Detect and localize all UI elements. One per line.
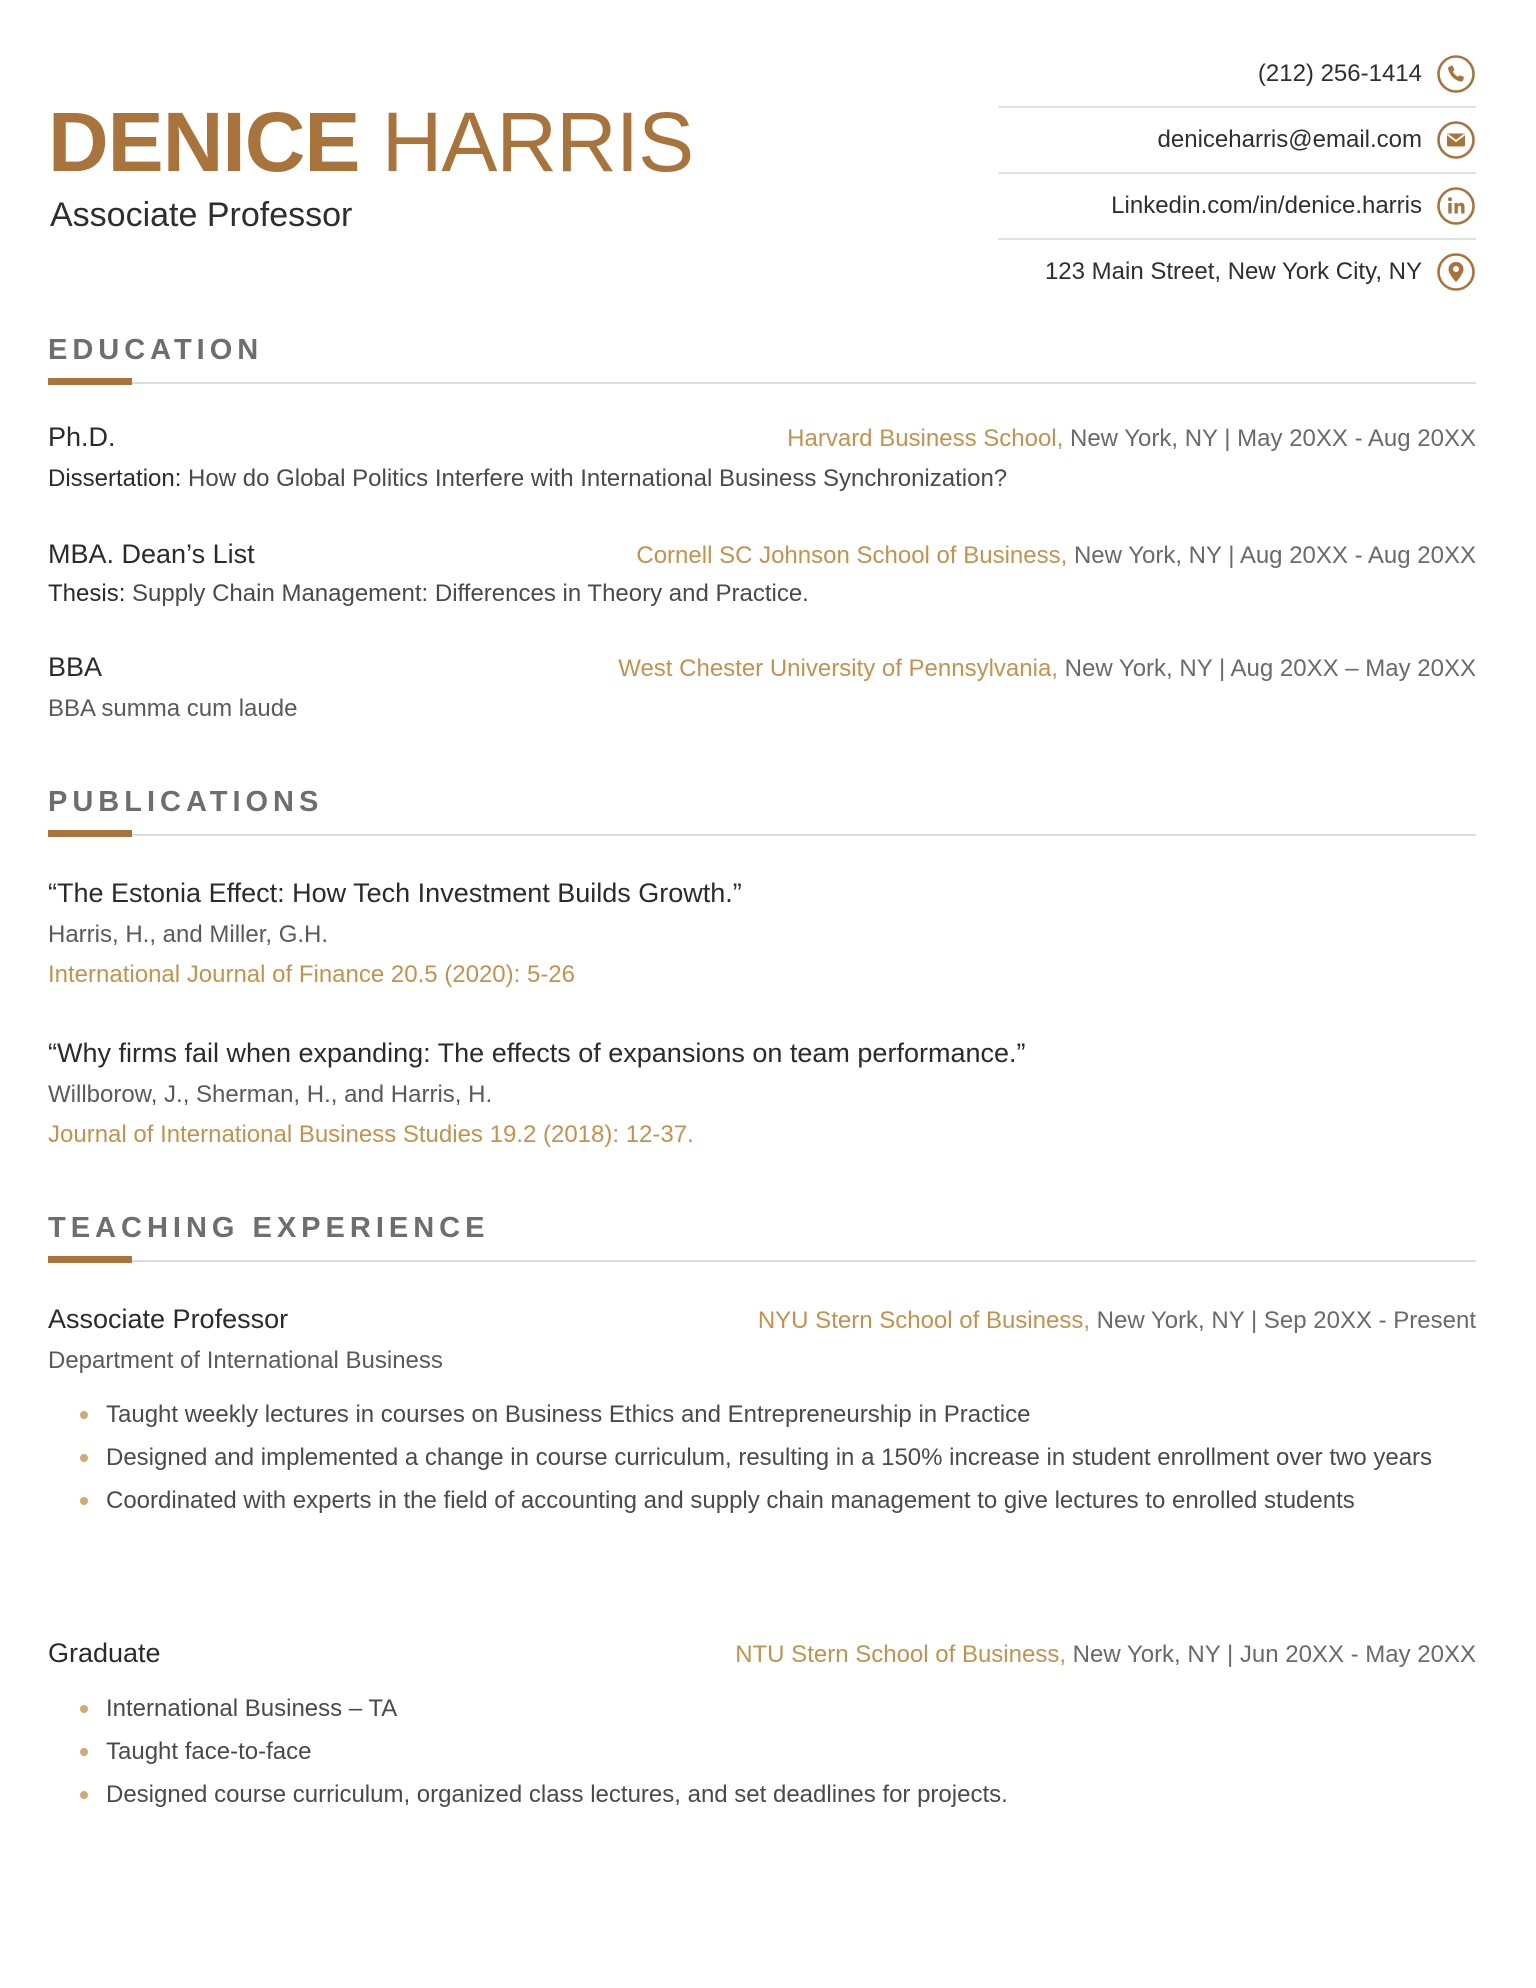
list-item: Coordinated with experts in the field of accounting and supply chain management to give lectures to enrolled students	[106, 1485, 1476, 1516]
teaching-section	[48, 1212, 1476, 1808]
education-section	[48, 334, 1476, 722]
institution-date: Harvard Business School, New York, NY | May 20XX - Aug 20XX	[787, 425, 1476, 452]
publications-heading: PUBLICATIONS	[48, 786, 324, 818]
position-title: Associate Professor	[48, 1304, 289, 1334]
contact-address	[998, 240, 1476, 304]
honors: BBA summa cum laude	[48, 695, 298, 722]
contact-list	[998, 42, 1476, 304]
list-item: Designed course curriculum, organized class lectures, and set deadlines for projects.	[106, 1779, 1476, 1810]
degree: BBA	[48, 652, 103, 682]
phone-text: (212) 256-1414	[1257, 60, 1422, 87]
list-item: International Business – TA	[106, 1693, 1476, 1724]
responsibilities-list	[48, 1693, 1476, 1810]
publication-authors: Harris, H., and Miller, G.H.	[48, 921, 329, 948]
education-entry-bba	[48, 652, 1476, 723]
email-text: deniceharris@email.com	[1157, 126, 1422, 153]
list-item: Taught weekly lectures in courses on Business Ethics and Entrepreneurship in Practice	[106, 1399, 1476, 1430]
section-divider	[48, 378, 1476, 386]
publication-item	[48, 878, 1476, 989]
contact-phone	[998, 42, 1476, 108]
publication-title: “The Estonia Effect: How Tech Investment Builds Growth.”	[48, 878, 742, 908]
institution-date: NTU Stern School of Business, New York, NY | Jun 20XX - May 20XX	[735, 1641, 1476, 1668]
publication-authors: Willborow, J., Sherman, H., and Harris, H.	[48, 1081, 493, 1108]
list-item: Designed and implemented a change in course curriculum, resulting in a 150% increase in student enrollment over two years	[106, 1442, 1476, 1473]
teaching-heading: TEACHING EXPERIENCE	[48, 1212, 490, 1244]
publication-journal: Journal of International Business Studies 19.2 (2018): 12-37.	[48, 1121, 694, 1148]
education-entry-phd	[48, 422, 1476, 493]
responsibilities-list	[48, 1399, 1476, 1516]
list-item: Taught face-to-face	[106, 1736, 1476, 1767]
contact-email	[998, 108, 1476, 174]
section-divider	[48, 830, 1476, 838]
department: Department of International Business	[48, 1347, 443, 1374]
institution-date: West Chester University of Pennsylvania, New York, NY | Aug 20XX – May 20XX	[618, 655, 1476, 682]
publication-title: “Why firms fail when expanding: The effects of expansions on team performance.”	[48, 1038, 1026, 1068]
education-entry-mba	[48, 539, 1476, 608]
institution-date: Cornell SC Johnson School of Business, New York, NY | Aug 20XX - Aug 20XX	[636, 542, 1476, 569]
phone-icon	[1436, 54, 1476, 94]
dissertation: Dissertation: How do Global Politics Interfere with International Business Synchronization?	[48, 465, 1008, 492]
publications-section	[48, 786, 1476, 1148]
thesis: Thesis: Supply Chain Management: Differences in Theory and Practice.	[48, 580, 809, 607]
last-name: HARRIS	[381, 95, 694, 189]
publication-item	[48, 1038, 1476, 1149]
teaching-entry-graduate	[48, 1638, 1476, 1822]
contact-linkedin	[998, 174, 1476, 240]
job-title: Associate Professor	[50, 196, 353, 234]
linkedin-icon	[1436, 186, 1476, 226]
email-icon	[1436, 120, 1476, 160]
address-text: 123 Main Street, New York City, NY	[1044, 258, 1422, 285]
education-heading: EDUCATION	[48, 334, 264, 366]
institution-date: NYU Stern School of Business, New York, NY | Sep 20XX - Present	[757, 1307, 1476, 1334]
location-pin-icon	[1436, 252, 1476, 292]
position-title: Graduate	[48, 1638, 161, 1668]
degree: Ph.D.	[48, 422, 116, 452]
degree: MBA. Dean’s List	[48, 539, 255, 569]
teaching-entry-associate-professor	[48, 1304, 1476, 1528]
first-name: DENICE	[48, 95, 360, 189]
section-divider	[48, 1256, 1476, 1264]
candidate-name	[48, 95, 694, 189]
publication-journal: International Journal of Finance 20.5 (2020): 5-26	[48, 961, 576, 988]
linkedin-text: Linkedin.com/in/denice.harris	[1111, 192, 1422, 219]
